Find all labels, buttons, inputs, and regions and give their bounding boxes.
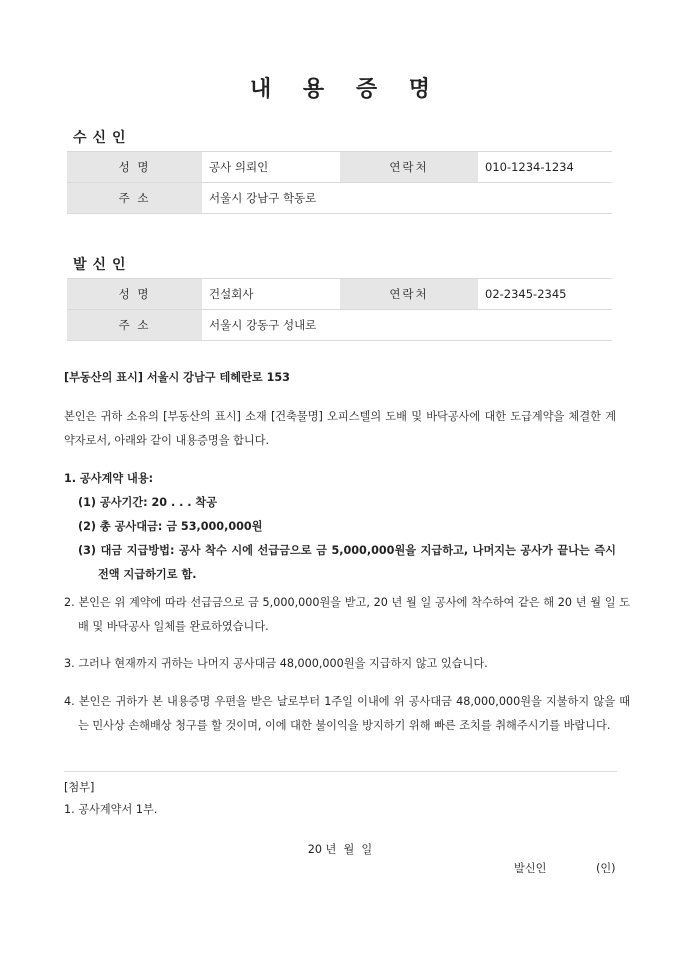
item-3: 3. 그러나 현재까지 귀하는 나머지 공사대금 48,000,000원을 지급하지 않고 있습니다. bbox=[64, 657, 488, 670]
intro-paragraph: 본인은 귀하 소유의 [부동산의 표시] 소재 [건축물명] 오피스텔의 도배 및 바닥공사에 대한 도급계약을 체결한 계약자로서, 아래와 같이 내용증명을 합니다. bbox=[64, 410, 616, 447]
signature-label: 발신인 bbox=[514, 862, 547, 875]
sender-address: 서울시 강동구 성내로 bbox=[202, 310, 612, 341]
sender-section-label: 발신인 bbox=[73, 257, 132, 273]
contract-payment-method: (3) 대금 지급방법: 공사 착수 시에 선급금으로 금 5,000,000원을 지급하고, 나머지는 공사가 끝나는 즉시 전액 지급하기로 함. bbox=[78, 544, 616, 581]
contract-total: (2) 총 공사대금: 금 53,000,000원 bbox=[78, 520, 263, 533]
recipient-address-label: 주 소 bbox=[67, 183, 202, 214]
date-line: 20 년 월 일 bbox=[307, 843, 373, 856]
recipient-table bbox=[67, 151, 612, 214]
sender-contact-label: 연락처 bbox=[340, 279, 478, 310]
sender-name-label: 성 명 bbox=[67, 279, 202, 310]
sender-address-row bbox=[67, 310, 612, 341]
sender-table bbox=[67, 278, 612, 341]
sender-contact: 02-2345-2345 bbox=[478, 279, 612, 310]
document-title: 내 용 증 명 bbox=[250, 77, 442, 102]
item-2: 2. 본인은 위 계약에 따라 선급금으로 금 5,000,000원을 받고, 20 년 월 일 공사에 착수하여 같은 해 20 년 월 일 도배 및 바닥공사 일체를 완료하였습니다. bbox=[64, 596, 630, 633]
recipient-name-label: 성 명 bbox=[67, 152, 202, 183]
sender-address-label: 주 소 bbox=[67, 310, 202, 341]
recipient-address: 서울시 강남구 학동로 bbox=[202, 183, 612, 214]
sender-name: 건설회사 bbox=[202, 279, 340, 310]
property-line: [부동산의 표시] 서울시 강남구 테헤란로 153 bbox=[64, 371, 290, 384]
seal-mark: (인) bbox=[596, 862, 616, 875]
contract-period: (1) 공사기간: 20 . . . 착공 bbox=[78, 496, 218, 509]
attachment-heading: [첨부] bbox=[64, 781, 95, 794]
recipient-name-row bbox=[67, 152, 612, 183]
recipient-name: 공사 의뢰인 bbox=[202, 152, 340, 183]
contract-heading: 1. 공사계약 내용: bbox=[64, 472, 154, 485]
recipient-section-label: 수신인 bbox=[73, 130, 132, 146]
sender-name-row bbox=[67, 279, 612, 310]
contract-details bbox=[64, 467, 616, 587]
recipient-contact: 010-1234-1234 bbox=[478, 152, 612, 183]
attachment-item: 1. 공사계약서 1부. bbox=[64, 803, 158, 816]
recipient-contact-label: 연락처 bbox=[340, 152, 478, 183]
divider bbox=[64, 771, 617, 772]
recipient-address-row bbox=[67, 183, 612, 214]
item-4: 4. 본인은 귀하가 본 내용증명 우편을 받은 날로부터 1주일 이내에 위 공사대금 48,000,000원을 지불하지 않을 때는 민사상 손해배상 청구를 할 것이며, 이에 대한 불이익을 방지하기 위해 빠른 조치를 취해주시기를 바랍니다. bbox=[64, 695, 630, 732]
